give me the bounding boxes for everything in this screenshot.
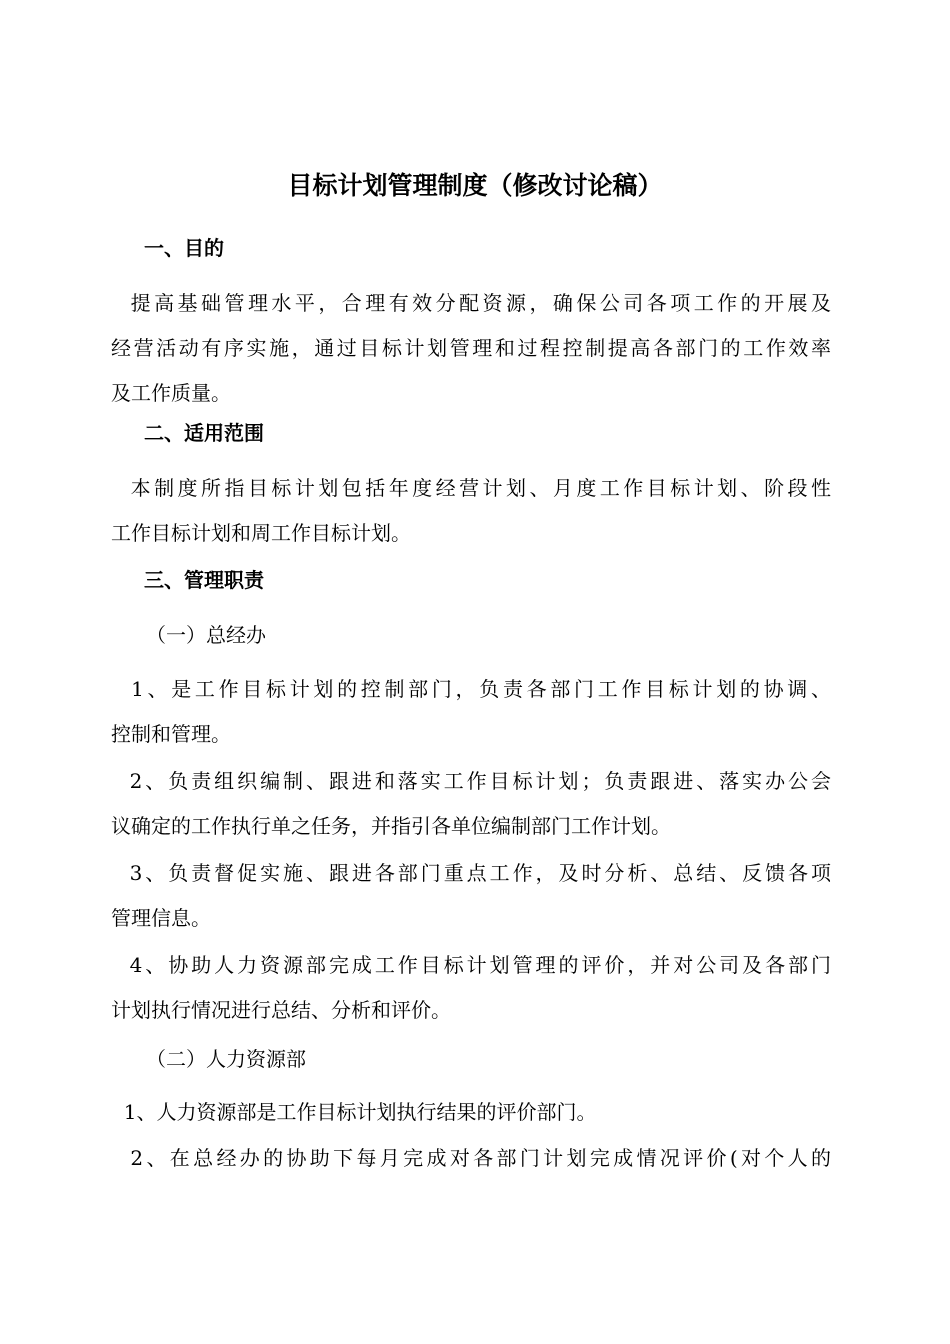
paragraph-line: 1、是工作目标计划的控制部门，负责各部门工作目标计划的协调、: [111, 677, 831, 701]
paragraph-line: 控制和管理。: [111, 722, 231, 746]
item-hr-1: [111, 1090, 831, 1135]
paragraph-line: 经营活动有序实施，通过目标计划管理和过程控制提高各部门的工作效率: [111, 336, 831, 360]
subsection-heading-hr: （二）人力资源部: [146, 1047, 306, 1071]
paragraph-line: 3、负责督促实施、跟进各部门重点工作，及时分析、总结、反馈各项: [111, 861, 831, 885]
paragraph-line: 及工作质量。: [111, 381, 231, 405]
section-heading-scope: 二、适用范围: [144, 421, 264, 445]
item-general-office-4: [111, 943, 831, 1033]
paragraph-line: 提高基础管理水平，合理有效分配资源，确保公司各项工作的开展及: [111, 291, 831, 315]
paragraph-line: 1、人力资源部是工作目标计划执行结果的评价部门。: [111, 1100, 597, 1124]
paragraph-line: 2、在总经办的协助下每月完成对各部门计划完成情况评价(对个人的: [111, 1146, 831, 1170]
paragraph-line: 计划执行情况进行总结、分析和评价。: [111, 998, 451, 1022]
item-general-office-2: [111, 759, 831, 849]
item-hr-2: [111, 1136, 831, 1181]
section-heading-purpose: 一、目的: [144, 236, 224, 260]
paragraph-line: 2、负责组织编制、跟进和落实工作目标计划；负责跟进、落实办公会: [111, 769, 831, 793]
section-heading-responsibilities: 三、管理职责: [144, 568, 264, 592]
paragraph-purpose: [111, 281, 831, 416]
item-general-office-3: [111, 851, 831, 941]
paragraph-line: 议确定的工作执行单之任务，并指引各单位编制部门工作计划。: [111, 814, 671, 838]
paragraph-scope: [111, 466, 831, 556]
item-general-office-1: [111, 667, 831, 757]
paragraph-line: 4、协助人力资源部完成工作目标计划管理的评价，并对公司及各部门: [111, 953, 831, 977]
document-title: 目标计划管理制度（修改讨论稿）: [287, 171, 663, 200]
paragraph-line: 本制度所指目标计划包括年度经营计划、月度工作目标计划、阶段性: [111, 476, 831, 500]
paragraph-line: 工作目标计划和周工作目标计划。: [111, 521, 411, 545]
subsection-heading-general-office: （一）总经办: [146, 623, 266, 647]
paragraph-line: 管理信息。: [111, 906, 211, 930]
